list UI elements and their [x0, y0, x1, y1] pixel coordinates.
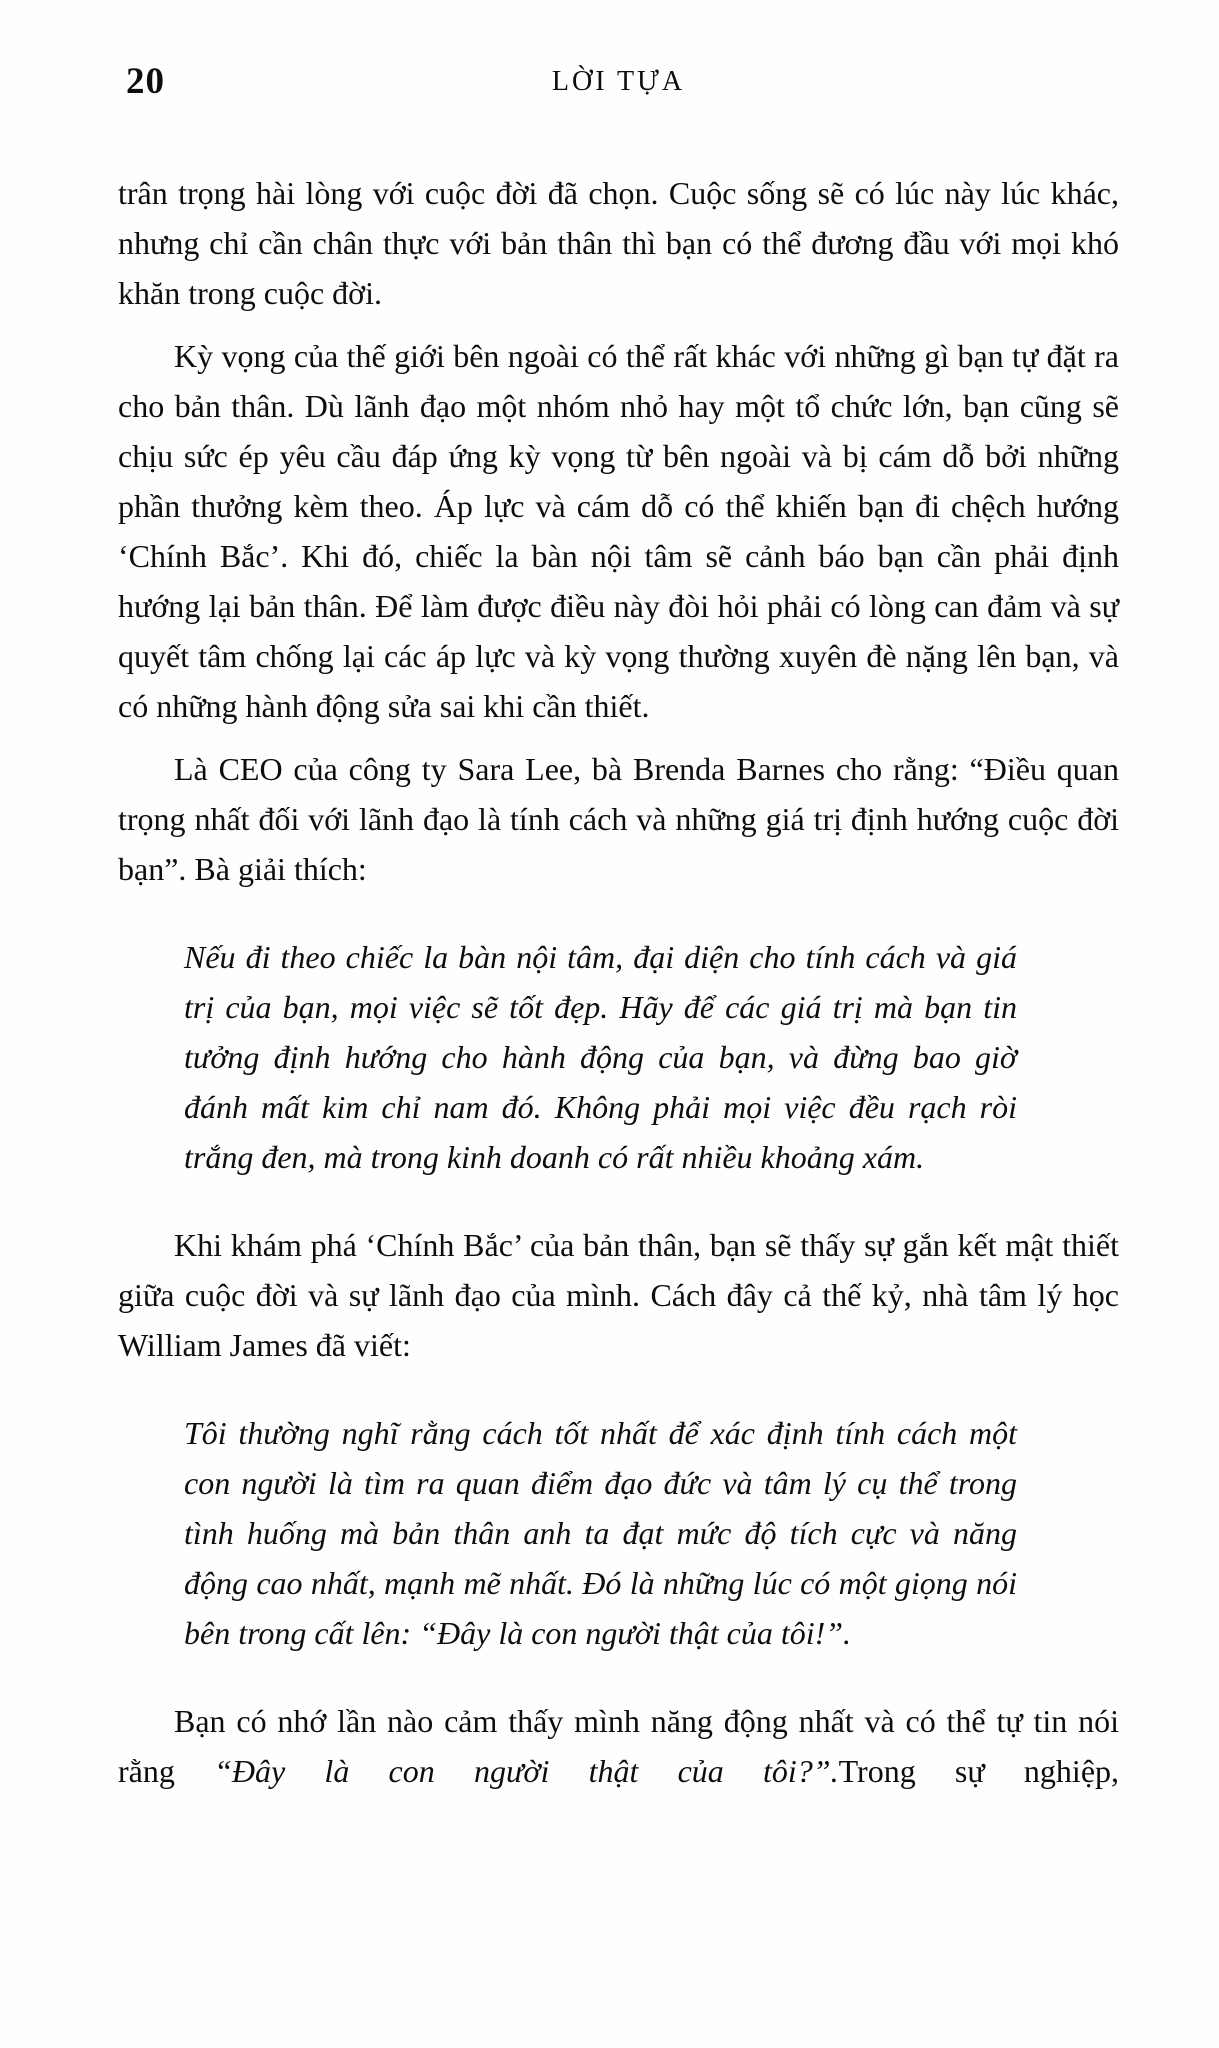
paragraph-2: Kỳ vọng của thế giới bên ngoài có thể rất khác với những gì bạn tự đặt ra cho bản thân. Dù lãnh đạo một nhóm nhỏ hay một tổ chức lớn, bạn cũng sẽ chịu sức ép yêu cầu đáp ứng kỳ vọng từ bên ngoài và bị cám dỗ bởi những phần thưởng kèm theo. Áp lực và cám dỗ có thể khiến bạn đi chệch hướng ‘Chính Bắc’. Khi đó, chiếc la bàn nội tâm sẽ cảnh báo bạn cần phải định hướng lại bản thân. Để làm được điều này đòi hỏi phải có lòng can đảm và sự quyết tâm chống lại các áp lực và kỳ vọng thường xuyên đè nặng lên bạn, và có những hành động sửa sai khi cần thiết.: [118, 338, 1119, 724]
page-number: 20: [126, 61, 165, 102]
paragraph-1: trân trọng hài lòng với cuộc đời đã chọn. Cuộc sống sẽ có lúc này lúc khác, nhưng chỉ cần chân thực với bản thân thì bạn có thể đương đầu với mọi khó khăn trong cuộc đời.: [118, 175, 1119, 311]
block-quote-1: Nếu đi theo chiếc la bàn nội tâm, đại diện cho tính cách và giá trị của bạn, mọi việc sẽ tốt đẹp. Hãy để các giá trị mà bạn tin tưởng định hướng cho hành động của bạn, và đừng bao giờ đánh mất kim chỉ nam đó. Không phải mọi việc đều rạch ròi trắng đen, mà trong kinh doanh có rất nhiều khoảng xám.: [184, 939, 1017, 1175]
paragraph-5-italic-quote: “Đây là con người thật của tôi?”.: [214, 1753, 839, 1789]
body-text-block: [118, 168, 1119, 1796]
paragraph-5: [118, 1696, 1119, 1796]
paragraph-3: Là CEO của công ty Sara Lee, bà Brenda Barnes cho rằng: “Điều quan trọng nhất đối với lãnh đạo là tính cách và những giá trị định hướng cuộc đời bạn”. Bà giải thích:: [118, 751, 1119, 887]
paragraph-5-end-text: Trong sự nghiệp,: [838, 1753, 1120, 1789]
block-quote-2: Tôi thường nghĩ rằng cách tốt nhất để xác định tính cách một con người là tìm ra quan điểm đạo đức và tâm lý cụ thể trong tình huống mà bản thân anh ta đạt mức độ tích cực và năng động cao nhất, mạnh mẽ nhất. Đó là những lúc có một giọng nói bên trong cất lên: “Đây là con người thật của tôi!”.: [184, 1415, 1017, 1651]
paragraph-4: Khi khám phá ‘Chính Bắc’ của bản thân, bạn sẽ thấy sự gắn kết mật thiết giữa cuộc đời và sự lãnh đạo của mình. Cách đây cả thế kỷ, nhà tâm lý học William James đã viết:: [118, 1227, 1119, 1363]
page-header: [118, 60, 1119, 104]
running-head: LỜI TỰA: [551, 66, 686, 97]
paragraph-5-regular-text: Bạn có nhớ lần nào cảm thấy mình năng động nhất và có thể tự tin nói rằng: [118, 1703, 1119, 1789]
